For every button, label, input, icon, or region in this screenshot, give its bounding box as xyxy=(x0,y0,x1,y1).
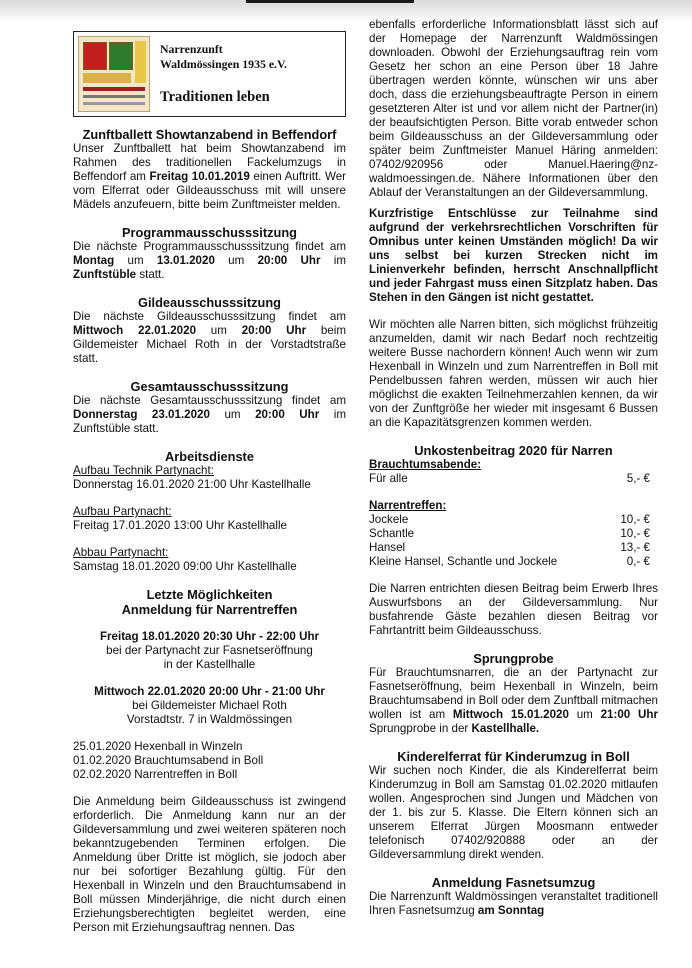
fee-row: Kleine Hansel, Schantle und Jockele 0,- € xyxy=(369,555,650,568)
event-wednesday: Mittwoch 22.01.2020 20:00 Uhr - 21:00 Uhr bei Gildemeister Michael Roth Vorstadtstr. 7 in Waldmössingen xyxy=(94,685,325,726)
fees-note: Die Narren entrichten diesen Beitrag beim Erwerb Ihres Auswurfsbons an der Gildeversammlung. Nur busfahrende Gäste bezahlen diesen Beitrag vor Fahrtantritt beim Gildeausschuss. xyxy=(369,582,658,637)
section-title-moeglichkeiten: Letzte Möglichkeiten xyxy=(146,587,273,602)
fees-group-brauchtum: Brauchtumsabende: xyxy=(369,458,482,471)
fees-title: Unkostenbeitrag 2020 für Narren xyxy=(414,443,613,458)
club-name-line1: Narrenzunft xyxy=(160,42,223,56)
info-paragraph: ebenfalls erforderliche Informationsblatt lässt sich auf der Homepage der Narrenzunft Waldmössingen downloaden. Obwohl der Erziehungsauftrag rein vom Gesetz her schon an eine Person über 18 Jahre übertragen werden könnte, wünschen wir uns aber doch, dass die erziehungsbeauftragte Person in einem gesetzteren Alter ist und vor allem nicht der Partner(in) der beaufsichtigten Person. Bitte vorab entweder schon beim Gildeausschuss an der Gildeversammlung oder später beim Zunftmeister Manuel Häring anmelden: 07402/920956 oder Manuel.Haering@nz-waldmoessingen.de. Nähere Informationen über den Ablauf der Veranstaltungen an der Gildeversammlung. xyxy=(369,18,658,199)
section-text-gesamt: Die nächste Gesamtausschusssitzung findet am Donnerstag 23.01.2020 um 20:00 Uhr im Zunftstüble statt. xyxy=(73,394,346,435)
club-name xyxy=(160,42,287,72)
section-text-gilde: Die nächste Gildeausschusssitzung findet am Mittwoch 22.01.2020 um 20:00 Uhr beim Gildemeister Michael Roth in der Vorstadtstraße statt. xyxy=(73,310,346,365)
club-emblem-icon xyxy=(78,36,150,112)
left-column xyxy=(73,24,346,935)
fee-row: Schantle 10,- € xyxy=(369,527,650,540)
work-item: Abbau Partynacht: Samstag 18.01.2020 09:00 Uhr Kastellhalle xyxy=(73,546,297,573)
section-title-gilde: Gildeausschusssitzung xyxy=(138,295,281,310)
fees-group-narrentreffen: Narrentreffen: xyxy=(369,499,447,512)
bus-warning-paragraph: Kurzfristige Entschlüsse zur Teilnahme sind aufgrund der verkehrsrechtlichen Vorschriften für Omnibus unter keinen Umständen möglich! Da wir uns selbst bei kurzen Strecken nicht im Linienverkehr befinden, herrscht Anschnallpflicht und jeder Fahrgast muss einen Sitzplatz haben. Das Stehen in den Gängen ist nicht gestattet. xyxy=(369,207,658,304)
date-item: 02.02.2020 Narrentreffen in Boll xyxy=(73,768,238,781)
section-text-sprungprobe: Für Brauchtumsnarren, die an der Partynacht zur Fasnetseröffnung, beim Hexenball in Winzeln, beim Brauchtumsabend in Boll oder dem Zunftball mitmachen wollen ist am Mittwoch 15.01.2020 um 21:00 Uhr Sprungprobe in der Kastellhalle. xyxy=(369,666,658,735)
window-tab-indicator xyxy=(246,0,414,3)
club-name-line2: Waldmössingen 1935 e.V. xyxy=(160,57,287,71)
section-title-fasnetsumzug: Anmeldung Fasnetsumzug xyxy=(431,875,596,890)
work-item: Aufbau Technik Partynacht: Donnerstag 16.01.2020 21:00 Uhr Kastellhalle xyxy=(73,464,311,491)
club-tagline: Traditionen leben xyxy=(160,89,270,105)
bus-info-paragraph: Wir möchten alle Narren bitten, sich möglichst frühzeitig anzumelden, damit wir nach Bedarf noch rechtzeitig weitere Busse nachordern können! Auch wenn wir zum Hexenball in Winzeln und zum Narrentreffen in Boll mit Pendelbussen fahren werden, müssen wir auch hier möglichst die exakten Teilnehmerzahlen kennen, da wir von der Zunftgröße her wieder mit insgesamt 6 Bussen an die Kapazitätsgrenzen kommen werden. xyxy=(369,318,658,429)
work-item: Aufbau Partynacht: Freitag 17.01.2020 13:00 Uhr Kastellhalle xyxy=(73,505,287,532)
date-item: 01.02.2020 Brauchtumsabend in Boll xyxy=(73,754,264,767)
section-title-gesamt: Gesamtausschusssitzung xyxy=(130,379,289,394)
section-title-kinderelferrat: Kinderelferrat für Kinderumzug in Boll xyxy=(397,749,630,764)
date-item: 25.01.2020 Hexenball in Winzeln xyxy=(73,740,243,753)
section-text-fasnetsumzug: Die Narrenzunft Waldmössingen veranstaltet traditionell Ihren Fasnetsumzug am Sonntag xyxy=(369,890,658,917)
section-text-kinderelferrat: Wir suchen noch Kinder, die als Kinderelferrat beim Kinderumzug in Boll am Samstag 01.02.2020 mitlaufen wollen. Angesprochen sind Jungen und Mädchen von der 1. bis zur 5. Klasse. Die Eltern können sich an unserem Elferrat Jürgen Moosmann entweder telefonisch 07402/920888 oder an der Gildeversammlung direkt wenden. xyxy=(369,764,658,861)
section-text-programm: Die nächste Programmausschusssitzung findet am Montag um 13.01.2020 um 20:00 Uhr im Zunftstüble statt. xyxy=(73,240,346,281)
section-title-zunftballett: Zunftballett Showtanzabend in Beffendorf xyxy=(82,127,337,142)
section-title-arbeitsdienste: Arbeitsdienste xyxy=(165,449,254,464)
event-friday: Freitag 18.01.2020 20:30 Uhr - 22:00 Uhr bei der Partynacht zur Fasnetseröffnung in der Kastellhalle xyxy=(99,630,320,671)
registration-text: Die Anmeldung beim Gildeausschuss ist zwingend erforderlich. Die Anmeldung kann nur an der Gildeversammlung und zwei weiteren späteren noch bekanntzugebenden Terminen erfolgen. Die Anmeldung über Dritte ist möglich, sie jodoch aber nur bei sofortiger Bezahlung gültig. Für den Hexenball in Winzeln und den Brauchtumsabend in Boll müssen Minderjährige, die nicht durch einen Erziehungsberechtigten begleitet werden, eine Person mit Erziehungsauftrag nennen. Das xyxy=(73,795,346,934)
fee-row: Jockele 10,- € xyxy=(369,513,650,526)
right-column xyxy=(369,18,658,918)
section-title-sprungprobe: Sprungprobe xyxy=(473,651,554,666)
date-list xyxy=(73,740,346,782)
section-subtitle-anmeldung: Anmeldung für Narrentreffen xyxy=(121,602,298,617)
club-logo-box xyxy=(73,31,346,117)
section-text-zunftballett: Unser Zunftballett hat beim Showtanzabend im Rahmen des traditionellen Fackelumzugs in Beffendorf am Freitag 10.01.2019 einen Auftritt. Wer vom Elferrat oder Gildeausschuss mit will unsere Mädels anzufeuern, bitte beim Zunftmeister melden. xyxy=(73,142,346,211)
fee-row: Hansel 13,- € xyxy=(369,541,650,554)
section-title-programm: Programmausschusssitzung xyxy=(122,225,297,240)
fee-row: Für alle 5,- € xyxy=(369,472,650,485)
